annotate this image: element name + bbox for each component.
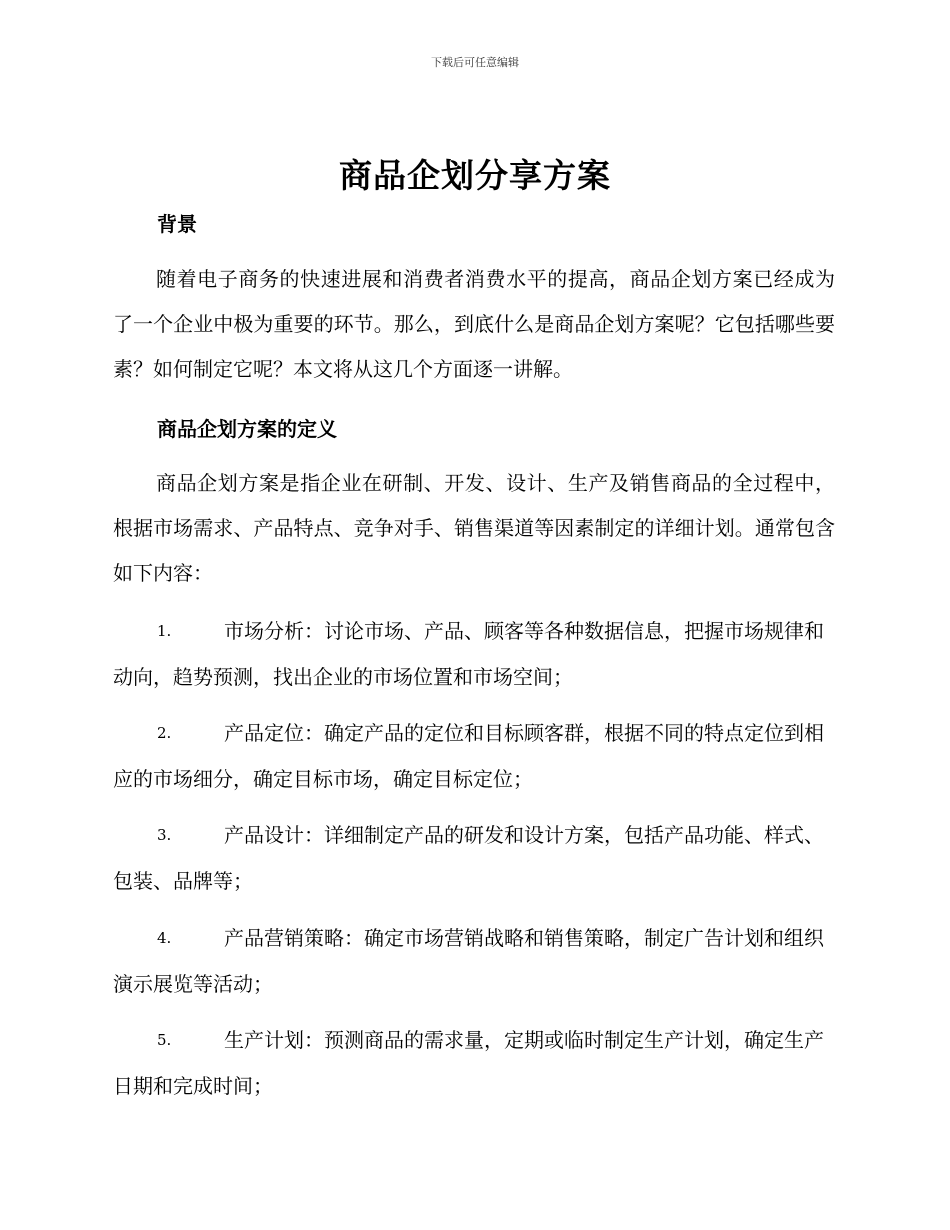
section-heading-definition: 商品企划方案的定义 [157,417,337,441]
list-item-number: 4. [157,929,172,947]
document-title: 商品企划分享方案 [339,156,611,195]
list-item [113,1017,835,1109]
header-note: 下载后可任意编辑 [431,56,519,69]
list-item [113,915,835,1007]
list-item-number: 5. [157,1031,172,1049]
paragraph-definition: 商品企划方案是指企业在研制、开发、设计、生产及销售商品的全过程中，根据市场需求、产品特点、竞争对手、销售渠道等因素制定的详细计划。通常包含如下内容： [113,471,835,585]
list-item [113,608,835,700]
list-item [113,710,835,802]
list-item-text: 产品设计：详细制定产品的研发和设计方案，包括产品功能、样式、包装、品牌等； [113,823,824,893]
list-item-text: 生产计划：预测商品的需求量，定期或临时制定生产计划，确定生产日期和完成时间； [113,1028,824,1098]
list-item-text: 市场分析：讨论市场、产品、顾客等各种数据信息，把握市场规律和动向，趋势预测，找出企业的市场位置和市场空间； [113,619,824,689]
list-item [113,812,835,904]
list-item-text: 产品定位：确定产品的定位和目标顾客群，根据不同的特点定位到相应的市场细分，确定目标市场，确定目标定位； [113,721,824,791]
section-heading-background: 背景 [157,212,197,236]
list-item-text: 产品营销策略：确定市场营销战略和销售策略，制定广告计划和组织演示展览等活动； [113,926,824,996]
list-item-number: 2. [157,724,172,742]
paragraph-background: 随着电子商务的快速进展和消费者消费水平的提高，商品企划方案已经成为了一个企业中极为重要的环节。那么，到底什么是商品企划方案呢？它包括哪些要素？如何制定它呢？本文将从这几个方面逐一讲解。 [113,267,835,381]
list-item-number: 3. [157,826,172,844]
list-item-number: 1. [157,622,172,640]
